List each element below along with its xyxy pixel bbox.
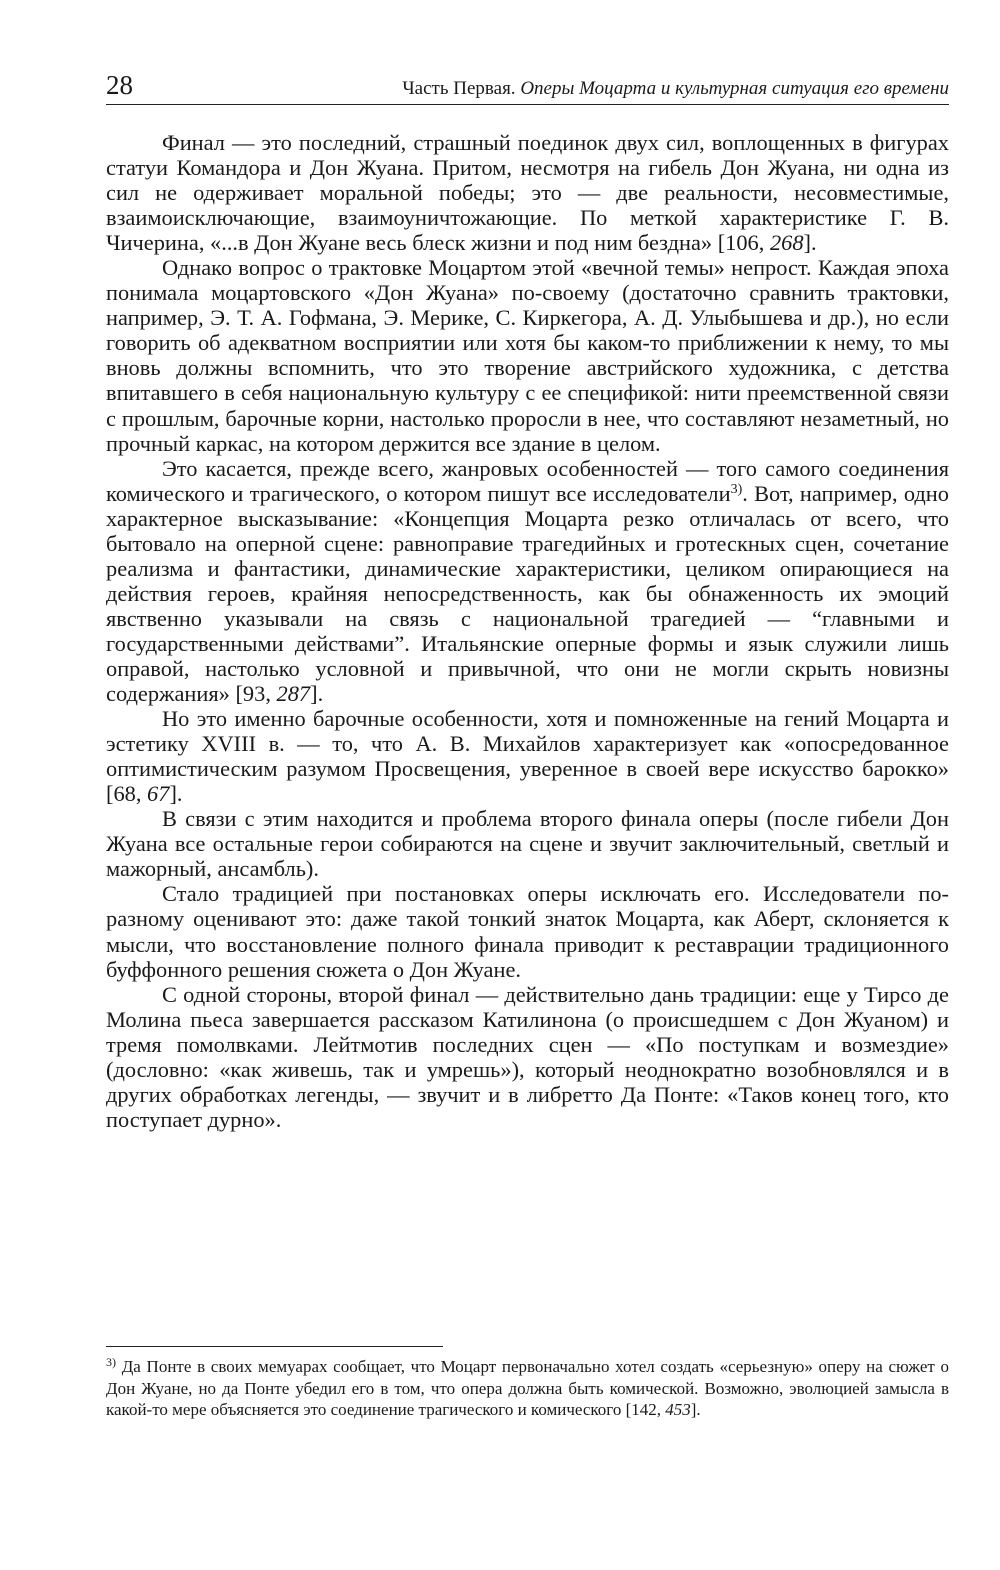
paragraph-6 — [106, 881, 949, 981]
paragraph-text: . Вот, например, одно характерное высказывание: «Концепция Моцарта резко отличалась от всего, что бытовало на оперной сцене: равноправие трагедийных и гротескных сцен, сочетание реализма и фантастики, динамические характеристики, целиком опирающиеся на действия героев, крайняя непосредственность, как бы обнаженность их эмоций явственно указывали на связь с национальной трагедией — “главными и государственными действами”. Итальянские оперные формы и язык служили лишь оправой, настолько условной и привычной, что они не могли скрыть новизны содержания» [93, — [106, 480, 949, 707]
footnote-body: Да Понте в своих мемуарах сообщает, что Моцарт первоначально хотел создать «серьезную» оперу на сюжет о Дон Жуане, но да Понте убедил его в том, что опера должна быть комической. Возможно, эволюцией замысла в какой-то мере объясняется это соединение трагического и комического [142, — [106, 1357, 949, 1419]
chapter-title: Оперы Моцарта и культурная ситуация его времени — [520, 78, 949, 99]
citation-close: ]. — [310, 681, 324, 707]
part-label: Часть Первая. — [402, 78, 516, 99]
paragraph-text: Финал — это последний, страшный поединок двух сил, воплощенных в фигурах статуи Командора и Дон Жуана. Притом, несмотря на гибель Дон Жуана, ни одна из сил не одерживает моральной победы; это — две реальности, несовместимые, взаимоисключающие, взаимоуничтожающие. По меткой характеристике Г. В. Чичерина, «...в Дон Жуане весь блеск жизни и под ним бездна» [106, — [106, 130, 949, 256]
footnote-marker: 3) — [106, 1355, 116, 1369]
paragraph-5 — [106, 806, 949, 881]
footnote-reference[interactable]: 3) — [730, 481, 743, 497]
citation-close: ]. — [803, 230, 817, 256]
paragraph-text: Стало традицией при постановках оперы исключать его. Исследователи по-разному оценивают это: даже такой тонкий знаток Моцарта, как Аберт, склоняется к мысли, что восстановление полного финала приводит к реставрации традиционного буффонного решения сюжета о Дон Жуане. — [106, 881, 949, 982]
citation-page: 67 — [147, 781, 170, 807]
footnote-rule — [106, 1346, 443, 1347]
paragraph-7 — [106, 982, 949, 1132]
paragraph-text: Но это именно барочные особенности, хотя и помноженные на гений Моцарта и эстетику XVIII в. — то, что А. В. Михайлов характеризует как «опосредованное оптимистическим разумом Просвещения, уверенное в своей вере искусство барокко» [68, — [106, 706, 949, 807]
citation-close: ]. — [690, 1400, 701, 1419]
paragraph-3 — [106, 456, 949, 706]
page-number: 28 — [106, 70, 133, 100]
main-text — [106, 130, 949, 1132]
paragraph-4 — [106, 706, 949, 806]
paragraph-text: В связи с этим находится и проблема второго финала оперы (после гибели Дон Жуана все остальные герои собираются на сцене и звучит заключительный, светлый и мажорный, ансамбль). — [106, 806, 949, 882]
paragraph-text: Однако вопрос о трактовке Моцартом этой «вечной темы» непрост. Каждая эпоха понимала моцартовского «Дон Жуана» по-своему (достаточно сравнить трактовки, например, Э. Т. А. Гофмана, Э. Мерике, С. Киркегора, А. Д. Улыбышева и др.), но если говорить об адекватном восприятии или хотя бы каком-то приближении к нему, то мы вновь должны вспомнить, что это творение австрийского художника, с детства впитавшего в себя национальную культуру с ее спецификой: нити преемственной связи с прошлым, барочные корни, настолько проросли в нее, что составляют незаметный, но прочный каркас, на котором держится все здание в целом. — [106, 255, 949, 456]
running-header — [106, 70, 949, 104]
citation-page: 453 — [665, 1400, 691, 1419]
paragraph-text: Это касается, прежде всего, жанровых особенностей — того самого соединения комического и трагического, о котором пишут все исследователи — [106, 455, 949, 506]
paragraph-1 — [106, 130, 949, 255]
citation-page: 268 — [769, 230, 804, 256]
footnote — [106, 1356, 949, 1421]
footnote-text — [106, 1356, 949, 1421]
header-rule — [106, 104, 949, 105]
paragraph-2 — [106, 255, 949, 455]
paragraph-text: С одной стороны, второй финал — действительно дань традиции: еще у Тирсо де Молина пьеса завершается рассказом Катилинона (о происшедшем с Дон Жуаном) и тремя помолвками. Лейтмотив последних сцен — «По поступкам и возмездие» (дословно: «как живешь, так и умрешь»), который неоднократно возобновлялся и в других обработках легенды, — звучит и в либретто Да Понте: «Таков конец того, кто поступает дурно». — [106, 981, 949, 1132]
citation-page: 287 — [276, 681, 311, 707]
running-head — [402, 78, 949, 100]
citation-close: ]. — [169, 781, 183, 807]
